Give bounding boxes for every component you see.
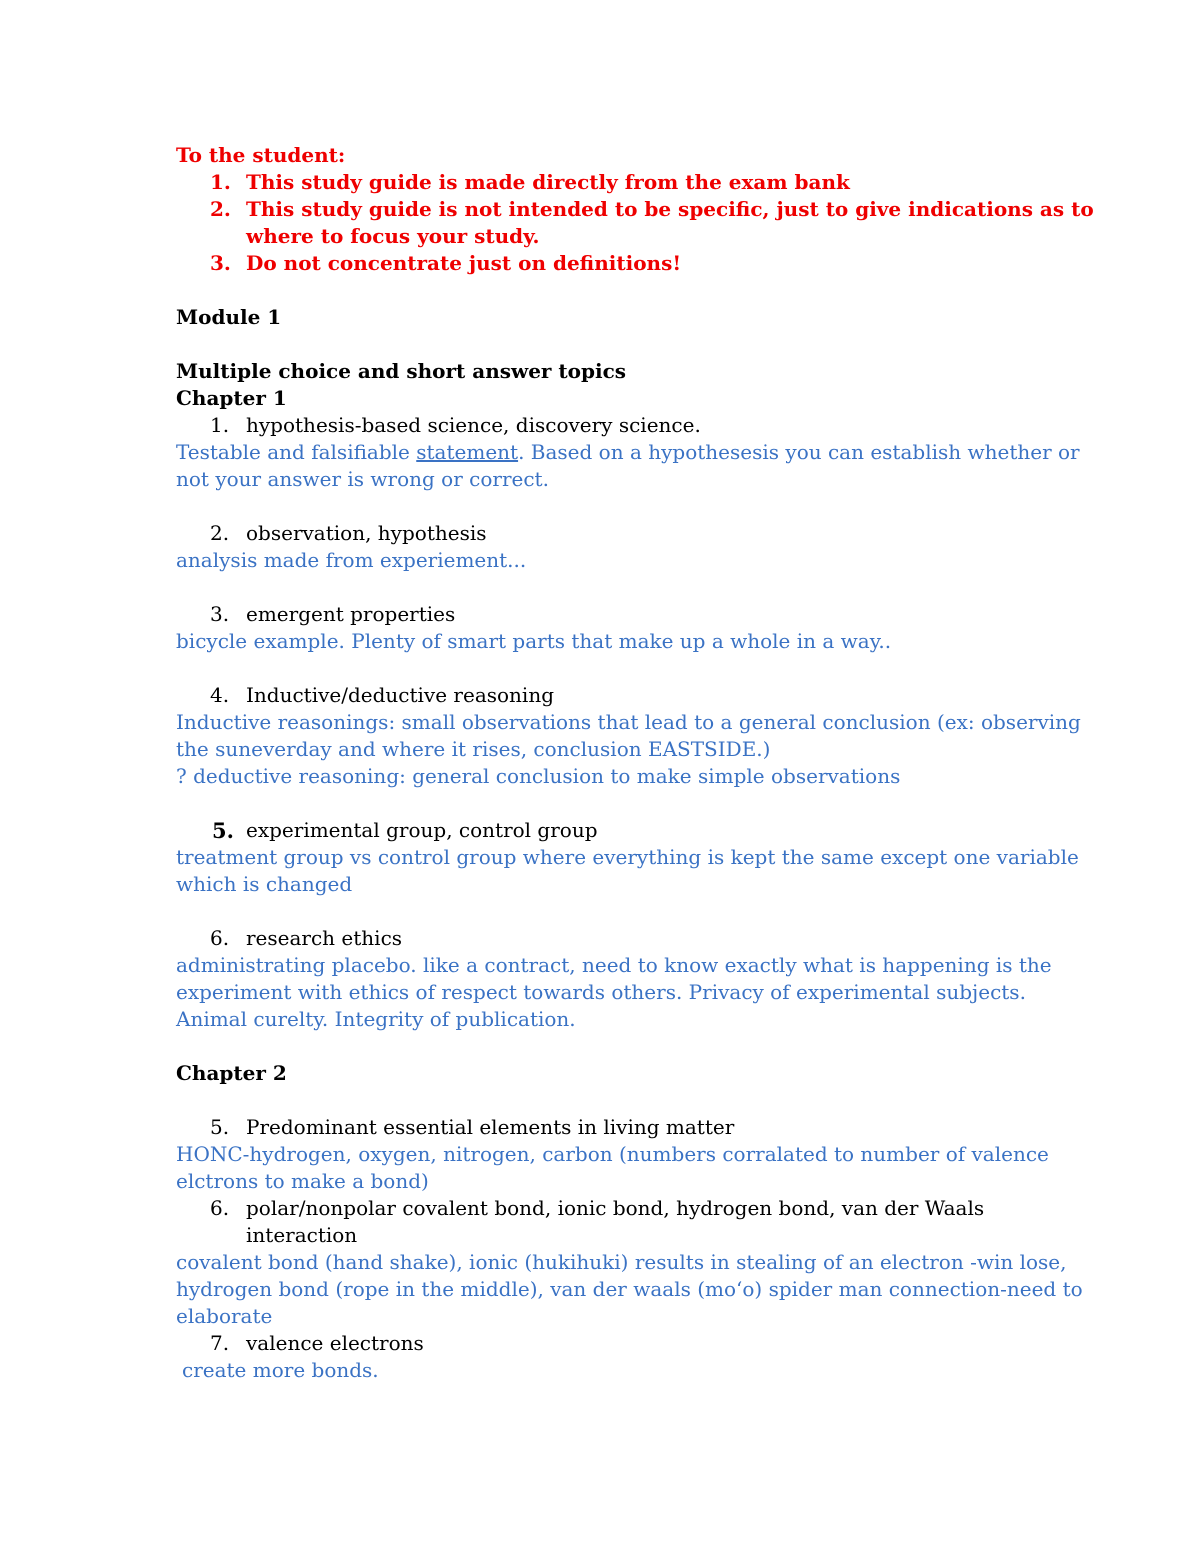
chapter1-item-2: 2. observation, hypothesis bbox=[176, 520, 1046, 547]
chapter2-item-7: 7. valence electrons bbox=[176, 1330, 1046, 1357]
chapter2-title: Chapter 2 bbox=[176, 1061, 287, 1085]
intro-heading: To the student: bbox=[176, 143, 346, 167]
note: the suneverday and where it rises, conclusion EASTSIDE.) bbox=[176, 737, 771, 761]
note: experiment with ethics of respect towards others. Privacy of experimental subjects. bbox=[176, 980, 1026, 1004]
note: hydrogen bond (rope in the middle), van der waals (mo‘o) spider man connection-need to bbox=[176, 1277, 1083, 1301]
note: analysis made from experiement... bbox=[176, 548, 527, 572]
note: treatment group vs control group where everything is kept the same except one variable bbox=[176, 845, 1079, 869]
note: create more bonds. bbox=[182, 1358, 379, 1382]
note: which is changed bbox=[176, 872, 353, 896]
topic: polar/nonpolar covalent bond, ionic bond, hydrogen bond, van der Waals bbox=[246, 1196, 985, 1220]
note: elaborate bbox=[176, 1304, 273, 1328]
note: not your answer is wrong or correct. bbox=[176, 467, 549, 491]
note: Testable and falsifiable statement. Based on a hypothesesis you can establish whether or bbox=[176, 440, 1080, 464]
chapter1-item-5: 5. experimental group, control group bbox=[176, 817, 1046, 844]
note: Animal curelty. Integrity of publication. bbox=[176, 1007, 576, 1031]
chapter2-item-6: 6. polar/nonpolar covalent bond, ionic bond, hydrogen bond, van der Waals interaction bbox=[176, 1195, 1046, 1249]
topic: research ethics bbox=[246, 926, 403, 950]
note: elctrons to make a bond) bbox=[176, 1169, 429, 1193]
chapter1-title: Chapter 1 bbox=[176, 386, 287, 410]
topic: hypothesis-based science, discovery science. bbox=[246, 413, 701, 437]
section-title: Multiple choice and short answer topics bbox=[176, 359, 627, 383]
note: ? deductive reasoning: general conclusion to make simple observations bbox=[176, 764, 901, 788]
topic: emergent properties bbox=[246, 602, 456, 626]
chapter1-item-1: 1. hypothesis-based science, discovery science. bbox=[176, 412, 1046, 439]
chapter1-item-6: 6. research ethics bbox=[176, 925, 1046, 952]
note: HONC-hydrogen, oxygen, nitrogen, carbon (numbers corralated to number of valence bbox=[176, 1142, 1049, 1166]
topic: Inductive/deductive reasoning bbox=[246, 683, 555, 707]
note: bicycle example. Plenty of smart parts that make up a whole in a way.. bbox=[176, 629, 892, 653]
module-title: Module 1 bbox=[176, 305, 282, 329]
intro-point-1: 1. This study guide is made directly from the exam bank bbox=[210, 170, 850, 194]
topic: Predominant essential elements in living matter bbox=[246, 1115, 735, 1139]
topic: observation, hypothesis bbox=[246, 521, 487, 545]
intro-point-2: 2. This study guide is not intended to be specific, just to give indications as to where to focus your study. bbox=[210, 197, 1094, 248]
note: Inductive reasonings: small observations that lead to a general conclusion (ex: observing bbox=[176, 710, 1081, 734]
note: covalent bond (hand shake), ionic (hukihuki) results in stealing of an electron -win lose, bbox=[176, 1250, 1067, 1274]
chapter1-item-3: 3. emergent properties bbox=[176, 601, 1046, 628]
topic: valence electrons bbox=[246, 1331, 424, 1355]
chapter2-item-5: 5. Predominant essential elements in living matter bbox=[176, 1114, 1046, 1141]
note: administrating placebo. like a contract, need to know exactly what is happening is the bbox=[176, 953, 1052, 977]
document-page bbox=[176, 142, 1094, 1384]
topic: interaction bbox=[246, 1223, 358, 1247]
chapter1-item-4: 4. Inductive/deductive reasoning bbox=[176, 682, 1046, 709]
intro-point-3: 3. Do not concentrate just on definitions! bbox=[210, 251, 682, 275]
topic: experimental group, control group bbox=[246, 818, 598, 842]
